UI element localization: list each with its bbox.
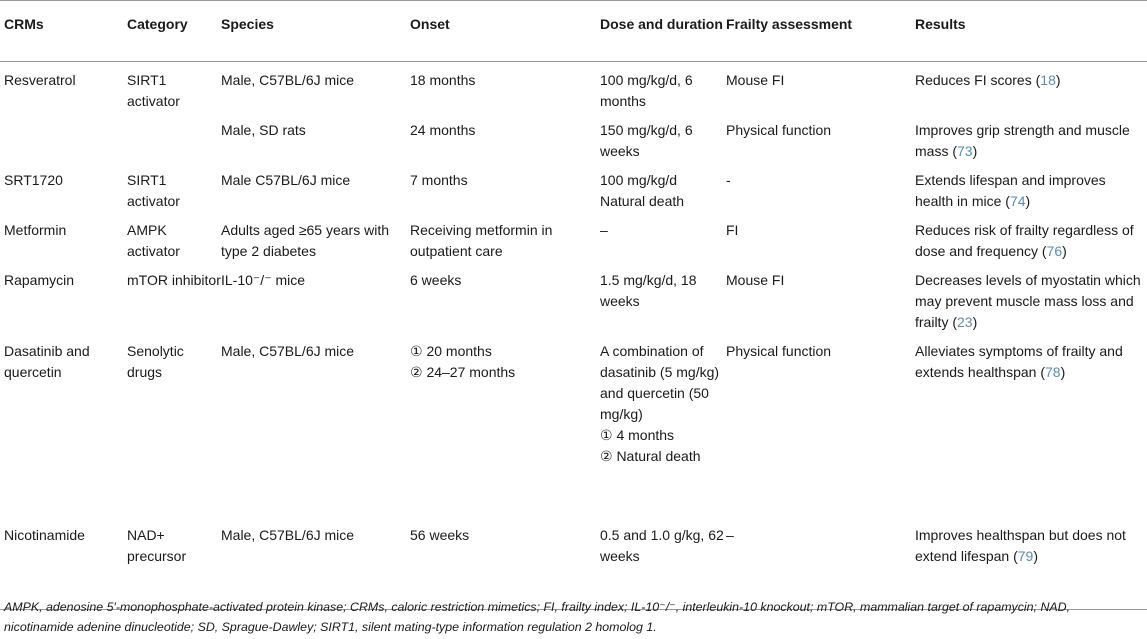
cell-category bbox=[127, 262, 221, 333]
header-frailty: Frailty assessment bbox=[726, 16, 853, 32]
cell-onset-text: 56 weeks bbox=[410, 527, 470, 543]
cell-frailty-text: Physical function bbox=[726, 122, 832, 138]
table-row bbox=[0, 112, 1147, 162]
cell-result: Alleviates symptoms of frailty and extends healthspan (78) bbox=[915, 343, 1123, 380]
cell-frailty-text: Mouse FI bbox=[726, 272, 785, 288]
cell-category-text: NAD+ precursor bbox=[127, 527, 187, 564]
cell-result-text: Alleviates symptoms of frailty and extends healthspan bbox=[915, 343, 1123, 380]
header-category: Category bbox=[127, 16, 188, 32]
cell-species-text: IL-10⁻/⁻ mice bbox=[221, 272, 306, 288]
cell-frailty bbox=[726, 212, 915, 262]
cell-dose-text: 0.5 and 1.0 g/kg, 62 weeks bbox=[600, 527, 724, 564]
cell-frailty bbox=[726, 112, 915, 162]
cell-dose bbox=[600, 517, 726, 601]
cell-result-text: Decreases levels of myostatin which may prevent muscle mass loss and frailty bbox=[915, 272, 1141, 330]
cell-category bbox=[127, 162, 221, 212]
cell-dose bbox=[600, 262, 726, 333]
cell-category-text: AMPK activator bbox=[127, 222, 180, 259]
cell-result: Decreases levels of myostatin which may prevent muscle mass loss and frailty (23) bbox=[915, 272, 1141, 330]
cell-result: Improves healthspan but does not extend lifespan (79) bbox=[915, 527, 1126, 564]
cell-species bbox=[221, 517, 410, 601]
cell-result-text: Extends lifespan and improves health in mice bbox=[915, 172, 1106, 209]
cell-onset bbox=[410, 162, 600, 212]
cell-species bbox=[221, 212, 410, 262]
cell-dose-text: – bbox=[600, 222, 608, 238]
cell-crm bbox=[0, 162, 127, 212]
cell-result-text: Improves healthspan but does not extend lifespan bbox=[915, 527, 1126, 564]
cell-onset bbox=[410, 62, 600, 113]
cell-category bbox=[127, 517, 221, 601]
cell-dose bbox=[600, 162, 726, 212]
cell-crm-text: Nicotinamide bbox=[4, 527, 85, 543]
cell-result: Reduces FI scores (18) bbox=[915, 72, 1061, 88]
cell-species-text: Adults aged ≥65 years with type 2 diabetes bbox=[221, 222, 389, 259]
cell-species bbox=[221, 333, 410, 517]
cell-species-text: Male, C57BL/6J mice bbox=[221, 343, 355, 359]
cell-dose-text: 100 mg/kg/d Natural death bbox=[600, 172, 685, 209]
cell-crm-text: Resveratrol bbox=[4, 72, 76, 88]
table-row bbox=[0, 517, 1147, 601]
header-dose: Dose and duration bbox=[600, 16, 723, 32]
cell-onset-text: ① 20 months ② 24–27 months bbox=[410, 343, 516, 380]
cell-dose bbox=[600, 112, 726, 162]
reference-link[interactable]: 79 bbox=[1017, 548, 1034, 564]
cell-crm bbox=[0, 112, 127, 162]
cell-dose bbox=[600, 333, 726, 517]
cell-category-text: mTOR inhibitor bbox=[127, 272, 221, 288]
cell-result-text: Improves grip strength and muscle mass bbox=[915, 122, 1130, 159]
cell-onset-text: 18 months bbox=[410, 72, 476, 88]
cell-frailty bbox=[726, 262, 915, 333]
cell-result: Extends lifespan and improves health in mice (74) bbox=[915, 172, 1106, 209]
cell-crm bbox=[0, 517, 127, 601]
cell-crm bbox=[0, 212, 127, 262]
cell-category bbox=[127, 333, 221, 517]
header-crms: CRMs bbox=[4, 16, 44, 32]
table-row bbox=[0, 333, 1147, 517]
cell-onset bbox=[410, 517, 600, 601]
cell-frailty-text: - bbox=[726, 172, 731, 188]
table-footnote: AMPK, adenosine 5′-monophosphate-activated protein kinase; CRMs, caloric restriction mimetics; FI, frailty index; IL-10⁻/⁻, interleukin-10 knockout; mTOR, mammalian target of rapamycin; NAD, nicotinamide adenine dinucleotide; SD, Sprague-Dawley; SIRT1, silent mating-type information regulation 2 homolog 1. bbox=[4, 600, 1071, 634]
cell-result: Reduces risk of frailty regardless of dose and frequency (76) bbox=[915, 222, 1134, 259]
cell-dose-text: 100 mg/kg/d, 6 months bbox=[600, 72, 693, 109]
cell-onset-text: 7 months bbox=[410, 172, 468, 188]
cell-species bbox=[221, 162, 410, 212]
cell-crm-text: Metformin bbox=[4, 222, 67, 238]
cell-onset-text: Receiving metformin in outpatient care bbox=[410, 222, 553, 259]
reference-link[interactable]: 74 bbox=[1009, 193, 1026, 209]
table-row bbox=[0, 62, 1147, 113]
cell-crm-text: Rapamycin bbox=[4, 272, 75, 288]
reference-link[interactable]: 18 bbox=[1040, 72, 1056, 88]
cell-species bbox=[221, 262, 410, 333]
cell-onset bbox=[410, 212, 600, 262]
cell-category-text: Senolytic drugs bbox=[127, 343, 184, 380]
cell-onset-text: 24 months bbox=[410, 122, 476, 138]
cell-crm bbox=[0, 333, 127, 517]
cell-frailty bbox=[726, 333, 915, 517]
header-results: Results bbox=[915, 16, 966, 32]
cell-result-text: Reduces FI scores bbox=[915, 72, 1032, 88]
table-row bbox=[0, 262, 1147, 333]
cell-category bbox=[127, 212, 221, 262]
cell-frailty bbox=[726, 517, 915, 601]
cell-category bbox=[127, 112, 221, 162]
cell-species bbox=[221, 112, 410, 162]
cell-frailty-text: Mouse FI bbox=[726, 72, 785, 88]
cell-species-text: Male, C57BL/6J mice bbox=[221, 72, 355, 88]
cell-dose-text: 1.5 mg/kg/d, 18 weeks bbox=[600, 272, 697, 309]
reference-link[interactable]: 78 bbox=[1045, 364, 1061, 380]
cell-crm-text: Dasatinib and quercetin bbox=[4, 343, 90, 380]
cell-crm-text: SRT1720 bbox=[4, 172, 63, 188]
cell-onset-text: 6 weeks bbox=[410, 272, 462, 288]
reference-link[interactable]: 76 bbox=[1046, 243, 1063, 259]
cell-frailty bbox=[726, 162, 915, 212]
header-species: Species bbox=[221, 16, 274, 32]
cell-category-text: SIRT1 activator bbox=[127, 72, 180, 109]
header-row bbox=[0, 1, 1147, 62]
reference-link[interactable]: 23 bbox=[957, 314, 973, 330]
cell-crm bbox=[0, 62, 127, 113]
cell-dose bbox=[600, 62, 726, 113]
cell-onset bbox=[410, 333, 600, 517]
cell-result: Improves grip strength and muscle mass (73) bbox=[915, 122, 1130, 159]
cell-species-text: Male, SD rats bbox=[221, 122, 306, 138]
cell-frailty-text: Physical function bbox=[726, 343, 832, 359]
cell-dose bbox=[600, 212, 726, 262]
cell-species-text: Male, C57BL/6J mice bbox=[221, 527, 355, 543]
header-onset: Onset bbox=[410, 16, 450, 32]
cell-dose-text: 150 mg/kg/d, 6 weeks bbox=[600, 122, 693, 159]
cell-category bbox=[127, 62, 221, 113]
cell-species-text: Male C57BL/6J mice bbox=[221, 172, 351, 188]
cell-frailty-text: – bbox=[726, 527, 734, 543]
reference-link[interactable]: 73 bbox=[957, 143, 973, 159]
table-row bbox=[0, 162, 1147, 212]
cell-species bbox=[221, 62, 410, 113]
cell-onset bbox=[410, 262, 600, 333]
cell-onset bbox=[410, 112, 600, 162]
cell-category-text: SIRT1 activator bbox=[127, 172, 180, 209]
cell-frailty bbox=[726, 62, 915, 113]
cell-crm bbox=[0, 262, 127, 333]
table-row bbox=[0, 212, 1147, 262]
cell-dose-text: A combination of dasatinib (5 mg/kg) and quercetin (50 mg/kg) ① 4 months ② Natural death bbox=[600, 343, 720, 464]
cell-frailty-text: FI bbox=[726, 222, 739, 238]
cell-result-text: Reduces risk of frailty regardless of dose and frequency bbox=[915, 222, 1134, 259]
